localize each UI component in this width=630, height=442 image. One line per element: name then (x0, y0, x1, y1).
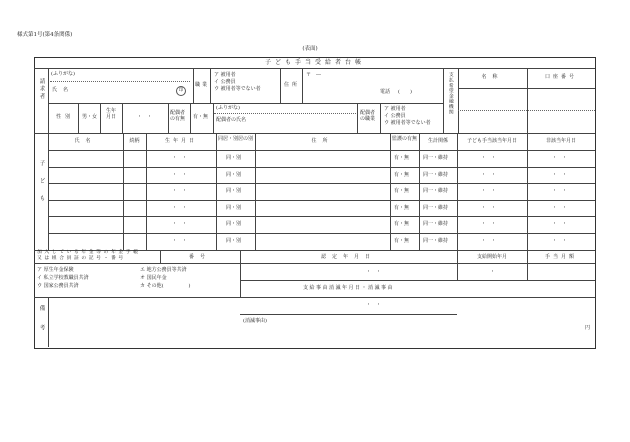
child-care: 有・無 (394, 155, 410, 161)
child-end-dots: ・ ・ (552, 238, 568, 244)
child-end-dots: ・ ・ (552, 221, 568, 228)
pension-option-u: ウ 国家公務員共済 (37, 283, 79, 289)
pension-number-label: 番号 (188, 254, 211, 260)
child-livelihood-header: 生計関係 (427, 138, 448, 144)
pension-option-i: イ 私立学校教職員共済 (37, 275, 89, 281)
claimant-job-option-i: イ 公務員 (214, 79, 236, 85)
spouse-flag-label: 配偶者の有無 (170, 110, 186, 122)
child-end-dots: ・ ・ (552, 171, 568, 178)
pension-option-a: ア 厚生年金保険 (37, 267, 74, 273)
child-coresidence: 同・別 (226, 221, 242, 228)
child-start-dots: ・ ・ (481, 221, 497, 228)
child-livelihood: 同一・維持 (423, 171, 449, 178)
child-birth-dots: ・ ・ (172, 155, 188, 161)
child-birth-dots: ・ ・ (172, 221, 188, 228)
child-birth-dots: ・ ・ (172, 171, 188, 178)
claimant-job-option-a: ア 被用者 (214, 72, 236, 78)
child-coresidence-header: 同居・別居の別 (218, 136, 254, 142)
child-start-header: 子ども手当該当年月日 (466, 138, 517, 144)
pension-option-ka: カ その他( ) (140, 283, 191, 289)
child-coresidence: 同・別 (226, 155, 242, 161)
claimant-birth-dots: ・ ・ (137, 114, 153, 120)
spouse-job-option-i: イ 公務員 (384, 113, 406, 119)
child-livelihood: 同一・維持 (423, 155, 449, 161)
child-start-dots: ・ ・ (481, 204, 497, 211)
child-care-header: 監護の有無 (392, 136, 418, 142)
spouse-job-option-u: ウ 被用者等でない者 (384, 120, 431, 126)
child-coresidence: 同・別 (226, 204, 242, 211)
form-number: 様式第1号(第4条関係) (17, 32, 73, 38)
child-birth-dots: ・ ・ (172, 204, 188, 211)
child-care: 有・無 (394, 188, 410, 195)
bank-account-label: 口座番号 (544, 74, 577, 80)
claimant-phone-paren: ( ) (398, 89, 412, 95)
claimant-furigana-label: (ふりがな) (51, 71, 75, 77)
child-coresidence: 同・別 (226, 238, 242, 244)
child-birth-header: 生年月日 (164, 138, 197, 144)
claimant-postal: 〒 ― (306, 72, 322, 78)
child-coresidence: 同・別 (226, 171, 242, 178)
child-address-header: 住所 (311, 138, 334, 144)
pension-option-e: エ 地方公務員等共済 (140, 267, 187, 273)
child-livelihood: 同一・維持 (423, 221, 449, 228)
bank-section-label: 支払希望金融機関 (447, 72, 453, 115)
ledger-frame (34, 57, 596, 349)
extinction-reason-header: 支給事由消滅年月日・消滅事由 (302, 285, 394, 291)
claimant-address-label: 住所 (284, 82, 301, 88)
child-livelihood: 同一・維持 (423, 238, 449, 244)
child-end-dots: ・ ・ (552, 188, 568, 195)
child-start-dots: ・ ・ (481, 188, 497, 195)
children-section-label: 子ども (38, 160, 45, 213)
child-livelihood: 同一・維持 (423, 188, 449, 195)
birth-label: 生年月日 (106, 108, 117, 120)
spouse-name-label: 配偶者の氏名 (216, 117, 247, 123)
spouse-job-label: 配偶者の職業 (360, 110, 376, 122)
front-label: (表面) (302, 46, 318, 52)
approval-date-label: 認定年月日 (320, 254, 376, 260)
pension-label-line1: 加入している年金等の年金手帳 (37, 250, 141, 255)
child-name-header: 氏名 (74, 138, 97, 144)
claimant-section-label: 請求者 (38, 78, 45, 101)
monthly-amount-label: 手当月額 (544, 254, 577, 260)
child-birth-dots: ・ ・ (172, 188, 188, 195)
child-start-dots: ・ ・ (481, 155, 497, 161)
child-relation-header: 続柄 (129, 138, 140, 144)
claimant-job-option-u: ウ 被用者等でない者 (214, 86, 261, 92)
claimant-job-label: 職業 (195, 82, 210, 88)
child-end-dots: ・ ・ (552, 204, 568, 211)
claimant-name-label: 氏名 (52, 87, 75, 93)
ledger-title: 子ども手当受給者台帳 (264, 59, 365, 66)
reason-paren: (消滅事由) (243, 318, 267, 324)
pension-option-o: オ 国民年金 (140, 275, 167, 281)
child-livelihood: 同一・維持 (423, 204, 449, 211)
claimant-phone-label: 電話 (380, 89, 391, 95)
gender-options: 男・女 (82, 114, 98, 120)
pension-label-line2: 又は組合員証の記号・番号 (37, 256, 126, 261)
reason-dots: ・ ・ (366, 302, 382, 308)
approval-date-dots: ・ ・ (366, 269, 382, 275)
child-care: 有・無 (394, 221, 410, 228)
child-end-header: 非該当年月日 (545, 138, 576, 144)
spouse-job-option-a: ア 被用者 (384, 106, 406, 112)
bank-name-label: 名称 (481, 74, 504, 80)
gender-label: 性別 (56, 114, 75, 120)
child-start-dots: ・ ・ (481, 171, 497, 178)
child-end-dots: ・ ・ (552, 155, 568, 161)
yen-unit: 円 (585, 325, 591, 331)
child-start-dots: ・ ・ (481, 238, 497, 244)
payment-start-label: 支給開始年月 (476, 254, 507, 260)
spouse-flag-options: 有・無 (193, 114, 209, 120)
child-care: 有・無 (394, 171, 410, 178)
remarks-label: 備考 (38, 305, 45, 344)
payment-start-dots: ・ (490, 269, 496, 275)
child-coresidence: 同・別 (226, 188, 242, 195)
child-birth-dots: ・ ・ (172, 238, 188, 244)
spouse-furigana-label: (ふりがな) (216, 105, 240, 111)
child-care: 有・無 (394, 204, 410, 211)
child-care: 有・無 (394, 238, 410, 244)
claimant-seal: 印 (176, 86, 186, 96)
